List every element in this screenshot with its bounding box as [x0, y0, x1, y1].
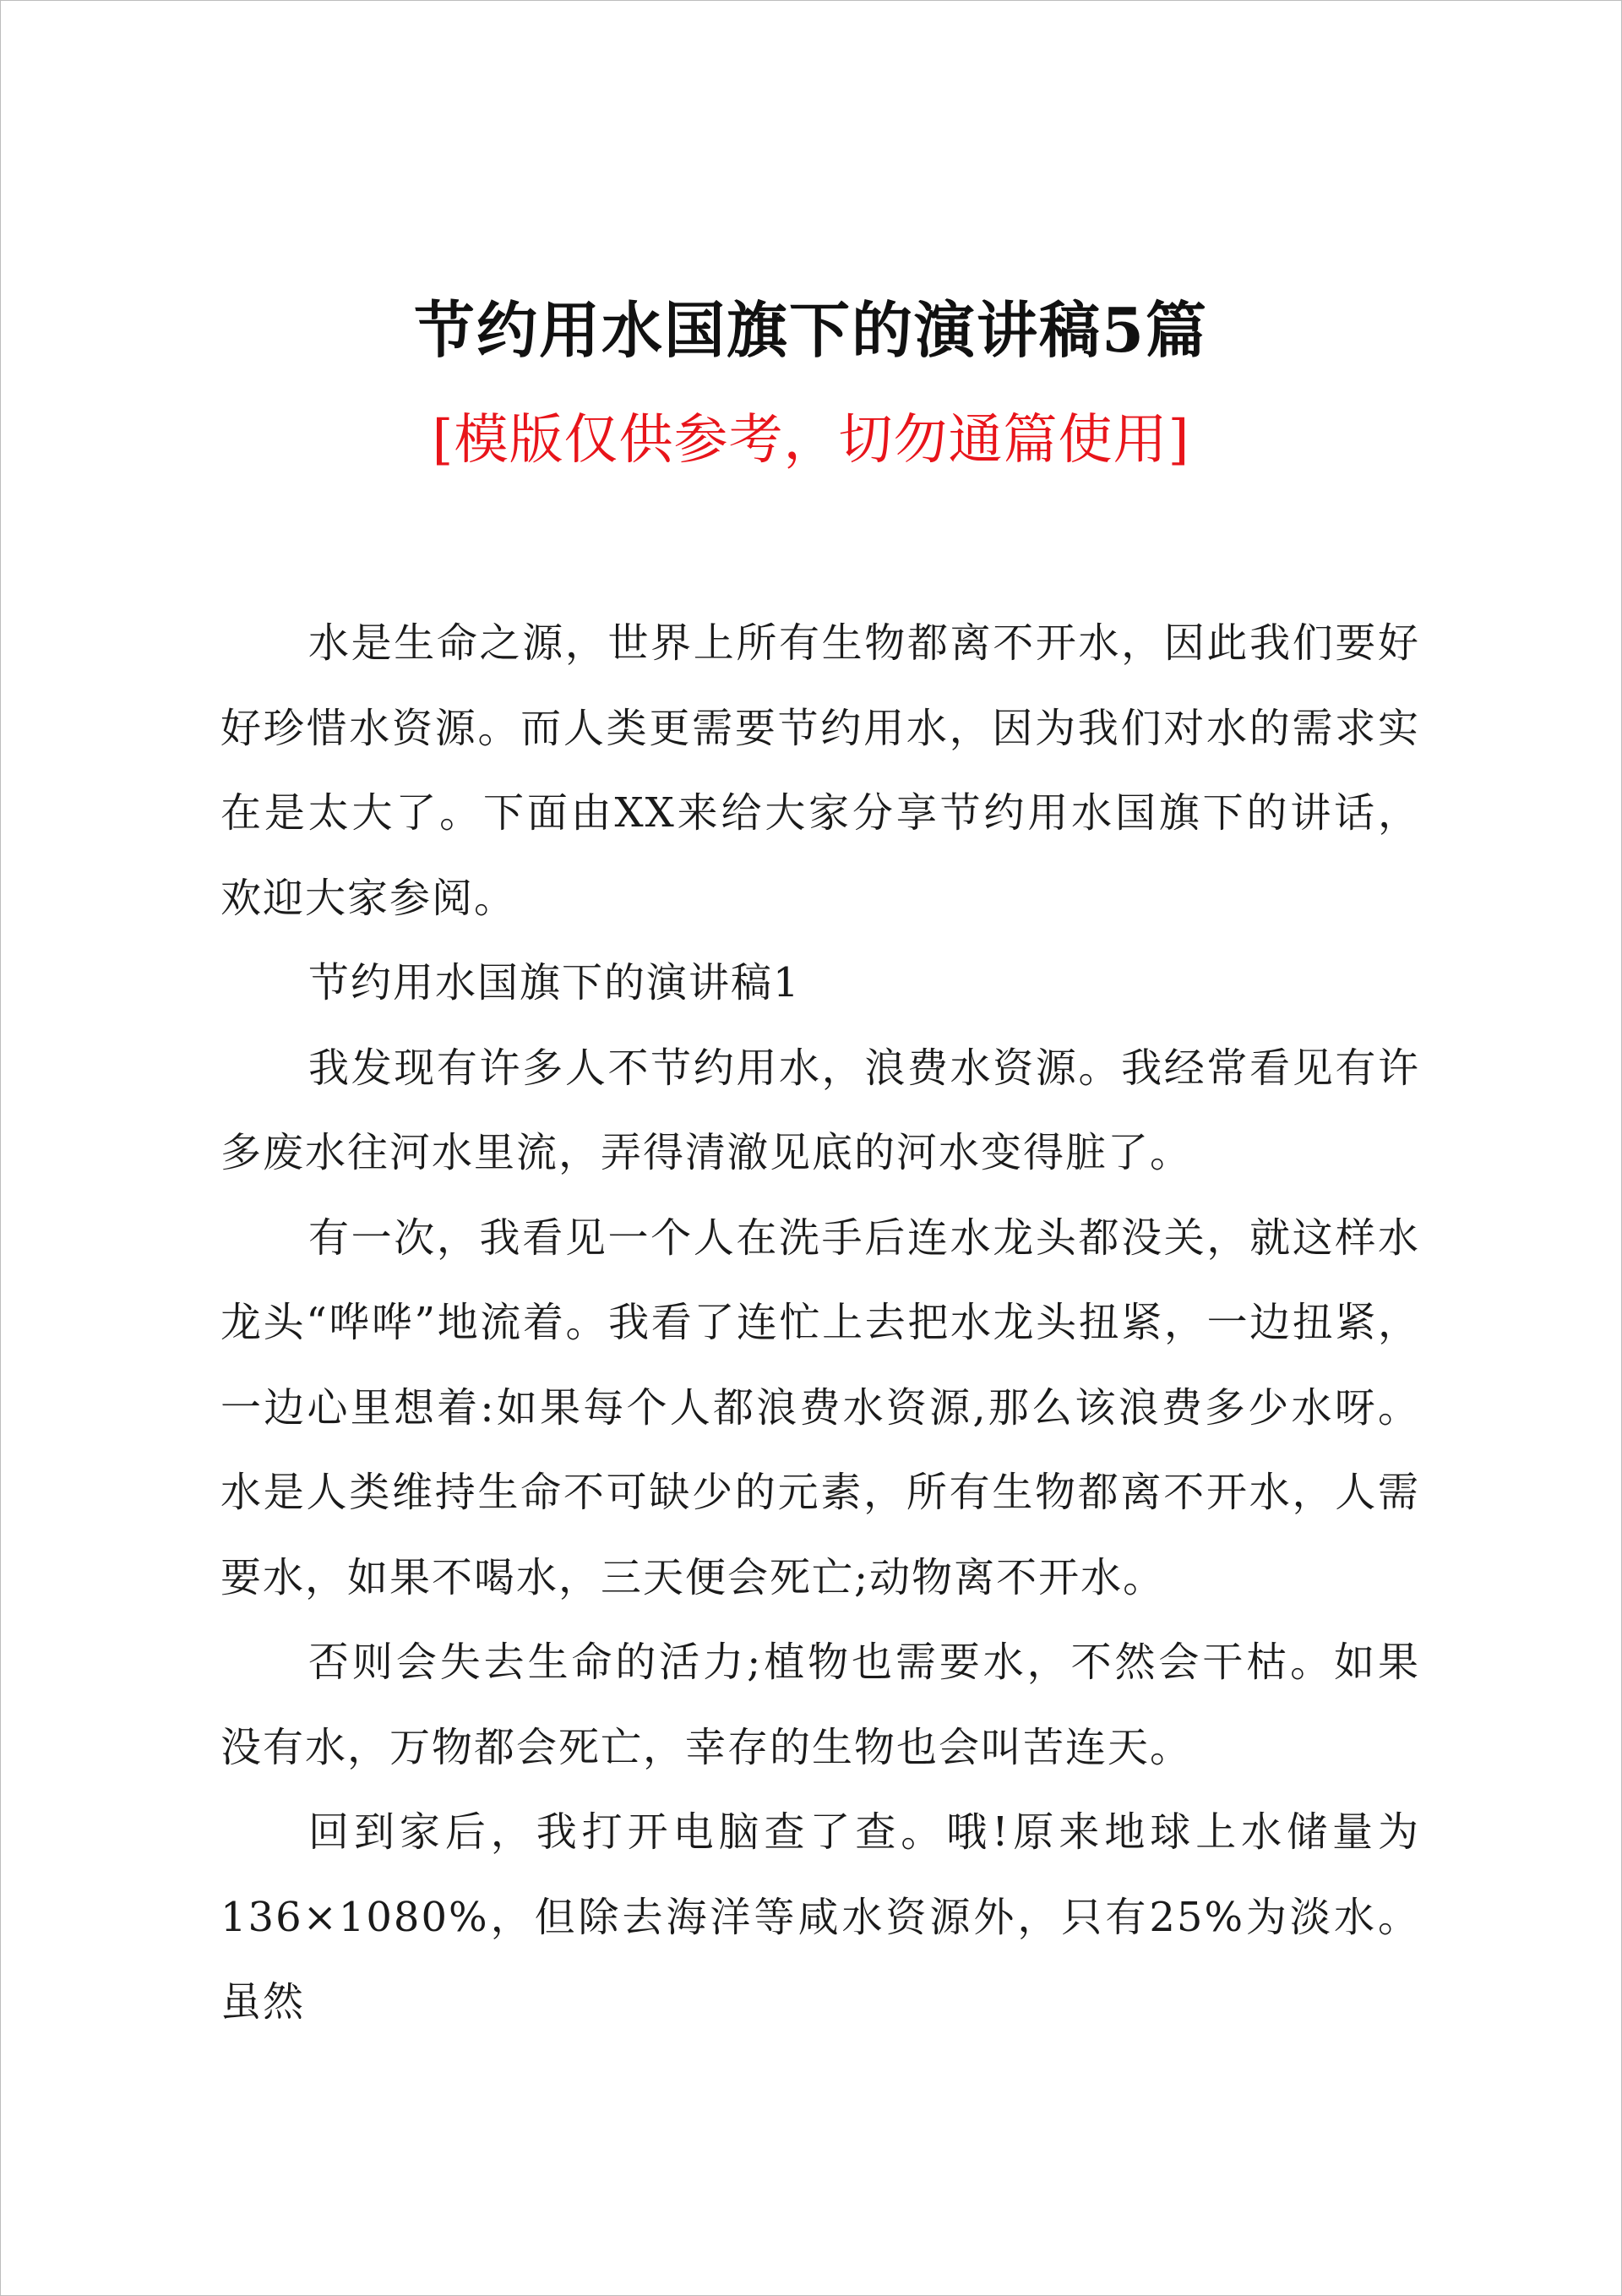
document-title: 节约用水国旗下的演讲稿5篇	[413, 294, 1209, 366]
body-paragraph: 我发现有许多人不节约用水，浪费水资源。我经常看见有许多废水往河水里流，弄得清澈见底的河水变得脏了。	[220, 1044, 1420, 1176]
document-body	[220, 601, 1420, 2045]
body-paragraph: 有一次，我看见一个人在洗手后连水龙头都没关，就这样水龙头“哗哗”地流着。我看了连忙上去把水龙头扭紧，一边扭紧，一边心里想着:如果每个人都浪费水资源,那么该浪费多少水呀。水是人类维持生命不可缺少的元素，所有生物都离不开水，人需要水，如果不喝水，三天便会死亡;动物离不开水。	[220, 1213, 1420, 1601]
template-notice: [模版仅供参考，切勿通篇使用]	[432, 409, 1190, 472]
body-paragraph: 回到家后，我打开电脑查了查。哦!原来地球上水储量为136×1080%，但除去海洋等咸水资源外，只有25%为淡水。虽然	[220, 1808, 1420, 2026]
body-paragraph: 否则会失去生命的活力;植物也需要水，不然会干枯。如果没有水，万物都会死亡，幸存的生物也会叫苦连天。	[220, 1639, 1420, 1771]
intro-paragraph: 水是生命之源，世界上所有生物都离不开水，因此我们要好好珍惜水资源。而人类更需要节约用水，因为我们对水的需求实在是太大了。下面由XX来给大家分享节约用水国旗下的讲话，欢迎大家参阅。	[220, 619, 1420, 922]
section-heading: 节约用水国旗下的演讲稿1	[308, 959, 801, 1006]
